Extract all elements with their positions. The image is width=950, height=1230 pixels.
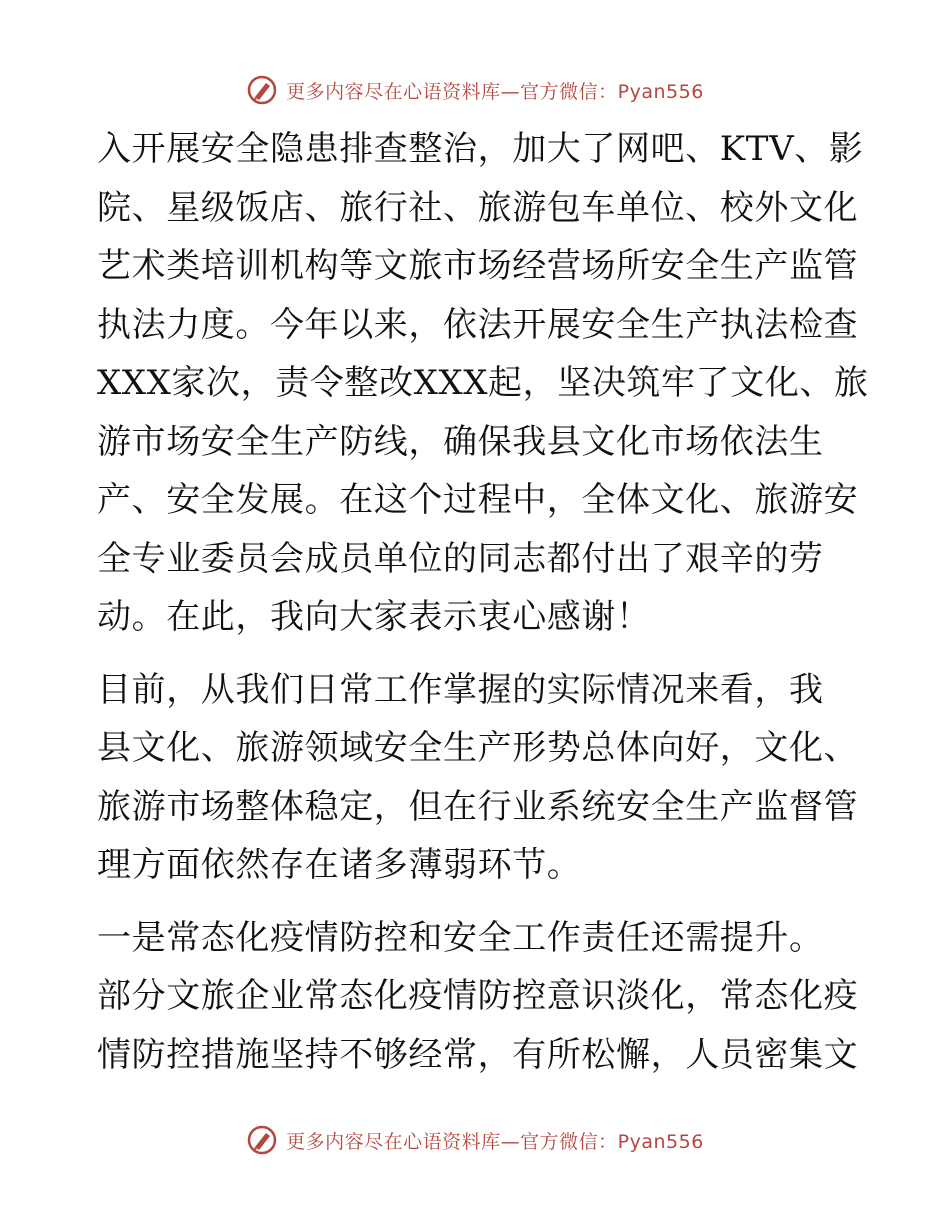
text-line: 县文化、旅游领域安全生产形势总体向好，文化、: [97, 728, 859, 768]
text-line: 院、星级饭店、旅行社、旅游包车单位、校外文化: [97, 187, 859, 228]
pen-logo-icon: [246, 74, 278, 106]
header-banner-text: 更多内容尽在心语资料库—官方微信：Pyan556: [286, 80, 704, 103]
paragraph-2: [97, 661, 857, 895]
text-line: 入开展安全隐患排查整治，加大了网吧、KTV、影: [97, 129, 864, 169]
text-line: 一是常态化疫情防控和安全工作责任还需提升。: [97, 917, 824, 958]
text-line: 全专业委员会成员单位的同志都付出了艰辛的劳: [97, 538, 824, 579]
text-line: 目前，从我们日常工作掌握的实际情况来看，我: [97, 669, 824, 710]
paragraph-3: [97, 909, 857, 1085]
footer-banner-text: 更多内容尽在心语资料库—官方微信：Pyan556: [286, 1130, 704, 1153]
pen-logo-icon: [246, 1124, 278, 1156]
text-line: 动。在此，我向大家表示衷心感谢！: [97, 597, 651, 637]
text-line: 旅游市场整体稳定，但在行业系统安全生产监督管: [97, 786, 859, 827]
text-line: 游市场安全生产防线，确保我县文化市场依法生: [97, 421, 824, 462]
document-body: [97, 120, 869, 1084]
text-line: 部分文旅企业常态化疫情防控意识淡化，常态化疫: [97, 976, 859, 1016]
paragraph-1: [97, 120, 869, 647]
text-line: 执法力度。今年以来，依法开展安全生产执法检查: [97, 304, 859, 345]
text-line: 产、安全发展。在这个过程中，全体文化、旅游安: [97, 480, 859, 520]
footer-banner: [0, 1120, 950, 1160]
text-line: 情防控措施坚持不够经常，有所松懈，人员密集文: [97, 1034, 859, 1075]
text-line: XXX家次，责令整改XXX起，坚决筑牢了文化、旅: [97, 363, 869, 403]
text-line: 艺术类培训机构等文旅市场经营场所安全生产监管: [97, 246, 859, 286]
header-banner: [0, 70, 950, 110]
text-line: 理方面依然存在诸多薄弱环节。: [97, 845, 582, 885]
